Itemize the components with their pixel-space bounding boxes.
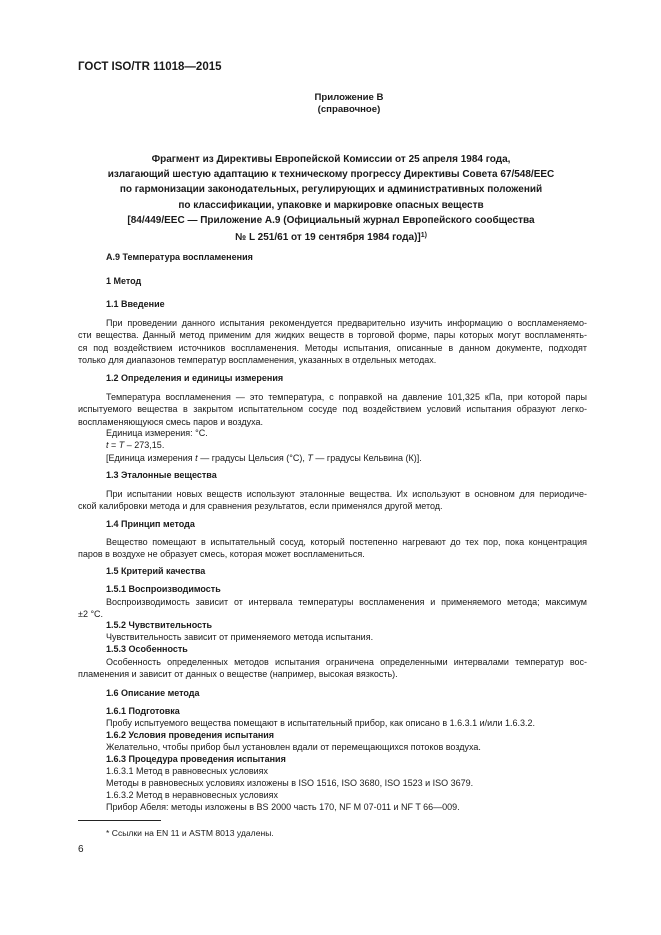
paragraph: Прибор Абеля: методы изложены в BS 2000 часть 170, NF M 07-011 и NF T 66—009. bbox=[106, 802, 460, 812]
unit-note: [Единица измерения t — градусы Цельсия (°С), T — градусы Кельвина (К)]. bbox=[106, 453, 422, 463]
appendix-label: Приложение В bbox=[314, 92, 384, 103]
section-heading: 1 Метод bbox=[106, 276, 142, 286]
section-heading: А.9 Температура воспламенения bbox=[106, 252, 253, 262]
subsection-heading: 1.5.2 Чувствительность bbox=[106, 620, 213, 630]
section-heading: 1.3 Эталонные вещества bbox=[106, 470, 217, 480]
title-line: [84/449/ЕЕС — Приложение А.9 (Официальный журнал Европейского сообщества bbox=[127, 214, 535, 226]
paragraph: Пробу испытуемого вещества помещают в испытательный прибор, как описано в 1.6.3.1 и/или 1.6.3.2. bbox=[106, 718, 535, 728]
appendix-note: (справочное) bbox=[317, 104, 381, 115]
appendix-title bbox=[76, 152, 586, 245]
paragraph: Методы в равновесных условиях изложены в ISO 1516, ISO 3680, ISO 1523 и ISO 3679. bbox=[106, 778, 474, 788]
formula: t = T – 273,15. bbox=[106, 440, 165, 450]
section-heading: 1.5 Критерий качества bbox=[106, 566, 206, 576]
paragraph: Температура воспламенения — это температура, с поправкой на давление 101,325 кПа, при которой пары испытуемого вещества в закрытом испытательном сосуде под воздействием условий испытания образуют легко- воспламеняющуюся смесь паров и воздуха. bbox=[78, 392, 587, 427]
paragraph: Особенность определенных методов испытания ограничена определенными интервалами температур вос- пламенения и зависит от данных о веществе (например, высокая вязкость). bbox=[78, 657, 587, 680]
title-line: Фрагмент из Директивы Европейской Комиссии от 25 апреля 1984 года, bbox=[151, 154, 511, 165]
section-heading: 1.2 Определения и единицы измерения bbox=[106, 373, 284, 383]
paragraph: Желательно, чтобы прибор был установлен вдали от перемещающихся потоков воздуха. bbox=[106, 742, 481, 752]
document-code: ГОСТ ISO/TR 11018—2015 bbox=[78, 61, 222, 73]
paragraph: Воспроизводимость зависит от интервала температуры воспламенения и применяемого метода; максимум ±2 °С. bbox=[78, 597, 587, 620]
paragraph: Вещество помещают в испытательный сосуд, который постепенно нагревают до тех пор, пока концентрация паров в воздухе не образует смесь, которая может воспламениться. bbox=[78, 537, 587, 560]
page-number: 6 bbox=[78, 844, 84, 855]
title-line: № L 251/61 от 19 сентября 1984 года)]$^{1)}$ bbox=[235, 232, 427, 244]
subsection-heading: 1.6.1 Подготовка bbox=[106, 706, 180, 716]
subsection-heading: 1.5.1 Воспроизводимость bbox=[106, 584, 221, 594]
subsection-heading: 1.6.3 Процедура проведения испытания bbox=[106, 754, 286, 764]
subsubsection-heading: 1.6.3.2 Метод в неравновесных условиях bbox=[106, 790, 278, 800]
subsubsection-heading: 1.6.3.1 Метод в равновесных условиях bbox=[106, 766, 269, 776]
section-heading: 1.4 Принцип метода bbox=[106, 519, 195, 529]
unit-line: Единица измерения: °С. bbox=[106, 428, 208, 438]
section-heading: 1.6 Описание метода bbox=[106, 688, 200, 698]
title-line: по классификации, упаковке и маркировке опасных веществ bbox=[178, 199, 484, 211]
paragraph: При проведении данного испытания рекомендуется предварительно изучить информацию о воспламеняемо- сти вещества. Данный метод применим для жидких веществ в торговой форме, пары которых могут воспламенять- ся под воздействием источников воспламенения. Методы испытания, описанные в данном документе, подходят только для диапазонов температур воспламенения, указанных в отдельных методах. bbox=[78, 318, 587, 366]
subsection-heading: 1.6.2 Условия проведения испытания bbox=[106, 730, 275, 740]
paragraph: Чувствительность зависит от применяемого метода испытания. bbox=[106, 632, 374, 642]
subsection-heading: 1.5.3 Особенность bbox=[106, 644, 188, 654]
footnote-divider bbox=[78, 820, 161, 821]
section-heading: 1.1 Введение bbox=[106, 299, 165, 309]
title-line: излагающий шестую адаптацию к техническому прогрессу Директивы Совета 67/548/ЕЕС bbox=[107, 169, 555, 181]
footnote: * Ссылки на EN 11 и ASTM 8013 удалены. bbox=[106, 828, 274, 838]
footnote-mark: 1) bbox=[420, 232, 427, 240]
paragraph: При испытании новых веществ используют эталонные вещества. Их используют в основном для периодиче- ской калибровки метода и для сравнения результатов, если применялся другой метод. bbox=[78, 489, 587, 512]
title-line: по гармонизации законодательных, регулирующих и административных положений bbox=[119, 184, 543, 196]
